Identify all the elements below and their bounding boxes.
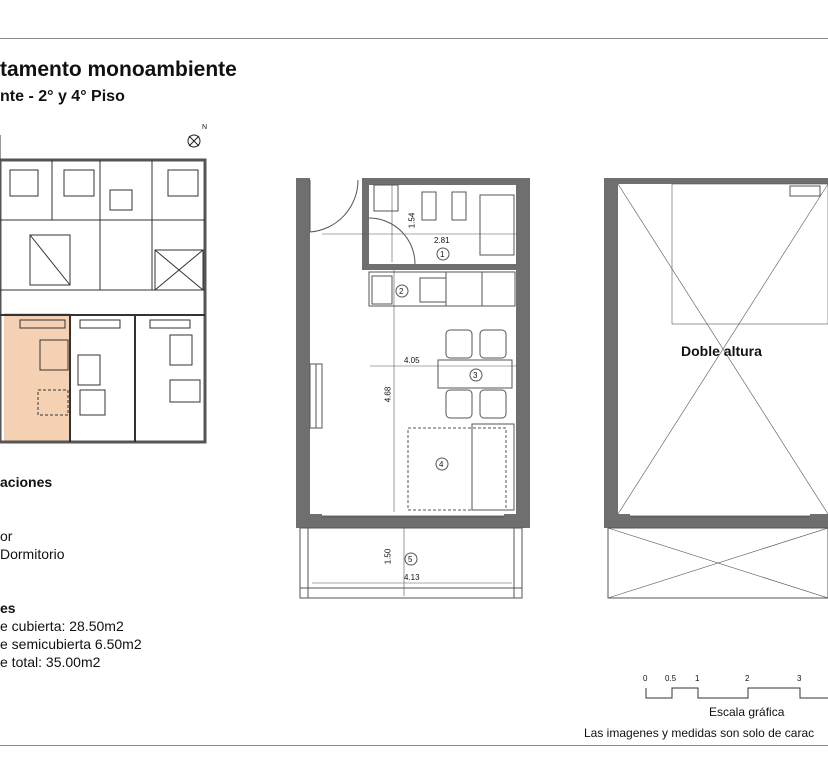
area-item: e total: 35.00m2: [0, 654, 101, 670]
highlighted-unit: [4, 313, 70, 441]
upper-level-plan: [604, 178, 828, 598]
unit-floor-plan: [296, 178, 530, 598]
legend-title: aciones: [0, 474, 53, 490]
scale-tick: 2: [745, 674, 750, 683]
area-item: e cubierta: 28.50m2: [0, 618, 124, 634]
room-marker: 1: [440, 250, 445, 259]
building-key-plan: [0, 135, 205, 442]
room-marker: 2: [399, 287, 404, 296]
compass-label: N: [202, 124, 208, 131]
dimension-label: 1.50: [383, 548, 393, 565]
scale-tick: 1: [695, 674, 700, 683]
dimension-label: 4.13: [404, 573, 420, 582]
double-height-label: Doble altura: [681, 343, 762, 359]
dimension-label: 4.05: [404, 356, 420, 365]
legend-item: Dormitorio: [0, 546, 65, 562]
page-title: tamento monoambiente: [0, 58, 237, 81]
room-marker: 5: [408, 555, 413, 564]
area-item: e semicubierta 6.50m2: [0, 636, 142, 652]
page-subtitle: nte - 2° y 4° Piso: [0, 88, 125, 105]
room-marker: 4: [439, 460, 444, 469]
scale-tick: 3: [797, 674, 802, 683]
room-marker: 3: [473, 371, 478, 380]
disclaimer: Las imagenes y medidas son solo de carac: [584, 726, 815, 740]
dimension-label: 4.68: [383, 386, 393, 403]
scale-tick: 0: [643, 674, 648, 683]
dimension-label: 1.54: [407, 212, 417, 229]
scale-bar: [646, 688, 828, 698]
north-compass-icon: [188, 135, 200, 147]
areas-title: es: [0, 600, 16, 616]
scale-caption: Escala gráfica: [709, 705, 785, 719]
scale-tick: 0.5: [665, 674, 677, 683]
dimension-label: 2.81: [434, 236, 450, 245]
legend-item: or: [0, 528, 13, 544]
